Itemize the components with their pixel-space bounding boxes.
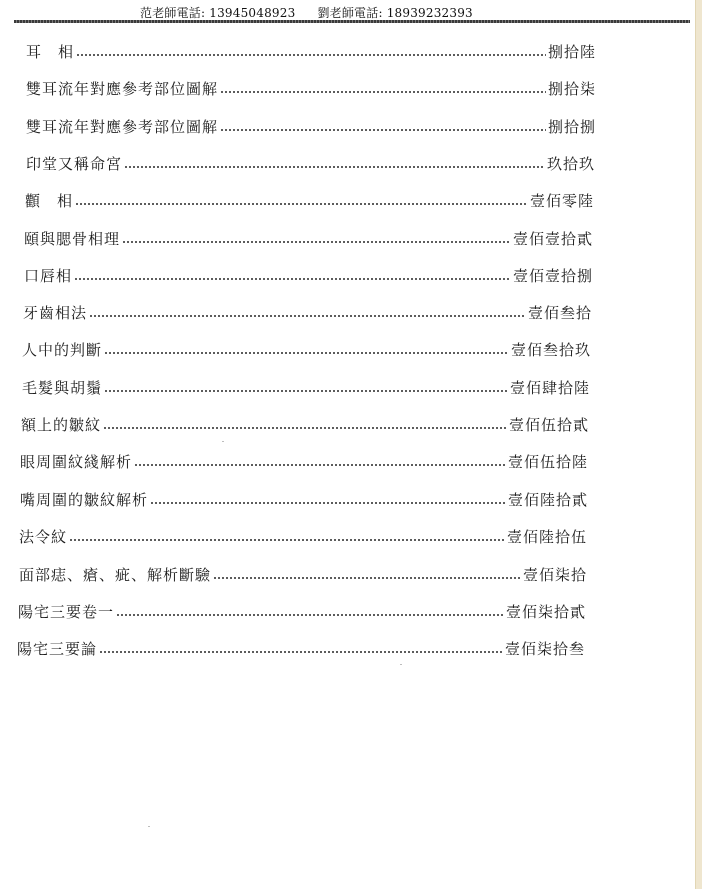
toc-entry	[20, 488, 588, 510]
toc-dot-leader	[76, 53, 546, 57]
toc-dot-leader	[104, 389, 508, 393]
toc-entry-title: 面部痣、瘡、疵、解析斷驗	[19, 566, 212, 584]
teacher2-phone: 劉老師電話: 18939232393	[317, 6, 473, 20]
toc-entry	[26, 40, 596, 62]
toc-entry	[24, 264, 593, 286]
header-rule	[14, 20, 690, 23]
toc-entry	[23, 301, 592, 323]
toc-dot-leader	[75, 202, 528, 206]
contact-line	[140, 4, 473, 21]
toc-dot-leader	[116, 613, 504, 617]
toc-entry	[22, 376, 590, 398]
scan-speck	[400, 664, 402, 665]
toc-entry-title: 陽宅三要卷一	[18, 603, 115, 621]
page-edge-strip	[695, 0, 702, 889]
toc-entry	[17, 637, 585, 659]
toc-entry-title: 法令紋	[19, 528, 68, 546]
scan-speck	[222, 441, 224, 442]
toc-entry-title: 嘴周圍的皺紋解析	[20, 491, 149, 509]
toc-entry-title: 耳 相	[26, 43, 75, 61]
toc-entry	[26, 115, 596, 137]
toc-entry	[26, 77, 596, 99]
toc-dot-leader	[89, 314, 526, 318]
toc-entry-page: 壹佰柒拾貳	[505, 603, 586, 621]
toc-entry-page: 壹佰叁拾玖	[510, 341, 591, 359]
toc-entry-page: 壹佰柒拾	[522, 566, 587, 584]
toc-entry-title: 顴 相	[25, 192, 74, 210]
scan-speck	[148, 826, 150, 827]
toc-dot-leader	[122, 240, 511, 244]
toc-dot-leader	[150, 501, 506, 505]
toc-entry	[22, 338, 591, 360]
toc-entry	[25, 189, 594, 211]
toc-entry-title: 額上的皺紋	[21, 416, 102, 434]
toc-entry	[19, 525, 587, 547]
toc-entry-title: 陽宅三要論	[17, 640, 98, 658]
toc-entry-page: 玖拾玖	[546, 155, 595, 173]
toc-entry-page: 捌拾柒	[547, 80, 596, 98]
toc-entry-page: 壹佰陸拾伍	[506, 528, 587, 546]
toc-entry-page: 捌拾陸	[547, 43, 596, 61]
toc-entry-page: 壹佰叁拾	[527, 304, 592, 322]
toc-dot-leader	[220, 90, 546, 94]
toc-entry	[21, 413, 589, 435]
toc-entry	[19, 563, 587, 585]
toc-entry-title: 雙耳流年對應參考部位圖解	[26, 118, 219, 136]
toc-entry-page: 壹佰壹拾捌	[512, 267, 593, 285]
toc-entry-title: 頤與腮骨相理	[24, 230, 121, 248]
teacher1-phone: 范老師電話: 13945048923	[140, 6, 296, 20]
toc-entry-title: 印堂又稱命宮	[26, 155, 123, 173]
toc-entry-title: 毛髮與胡鬚	[22, 379, 103, 397]
toc-entry-page: 壹佰伍拾貳	[508, 416, 589, 434]
toc-dot-leader	[104, 351, 509, 355]
toc-entry-page: 壹佰零陸	[529, 192, 594, 210]
toc-entry-title: 雙耳流年對應參考部位圖解	[26, 80, 219, 98]
toc-entry-page: 捌拾捌	[547, 118, 596, 136]
toc-dot-leader	[99, 650, 503, 654]
toc-entry-title: 口唇相	[24, 267, 73, 285]
toc-dot-leader	[124, 165, 545, 169]
toc-entry	[26, 152, 595, 174]
toc-dot-leader	[103, 426, 507, 430]
toc-dot-leader	[213, 576, 521, 580]
page-header	[0, 0, 702, 26]
toc-dot-leader	[134, 463, 506, 467]
toc-entry-title: 眼周圍紋綫解析	[20, 453, 133, 471]
toc-entry-page: 壹佰柒拾叁	[504, 640, 585, 658]
toc-entry-page: 壹佰壹拾貳	[512, 230, 593, 248]
toc-entry-title: 人中的判斷	[22, 341, 103, 359]
toc-entry	[18, 600, 586, 622]
toc-entry-page: 壹佰伍拾陸	[507, 453, 588, 471]
toc-dot-leader	[69, 538, 505, 542]
toc-dot-leader	[74, 277, 511, 281]
toc-entry	[20, 450, 588, 472]
toc-entry	[24, 227, 593, 249]
toc-entry-page: 壹佰肆拾陸	[509, 379, 590, 397]
toc-entry-title: 牙齒相法	[23, 304, 88, 322]
toc-entry-page: 壹佰陸拾貳	[507, 491, 588, 509]
toc-dot-leader	[220, 128, 546, 132]
